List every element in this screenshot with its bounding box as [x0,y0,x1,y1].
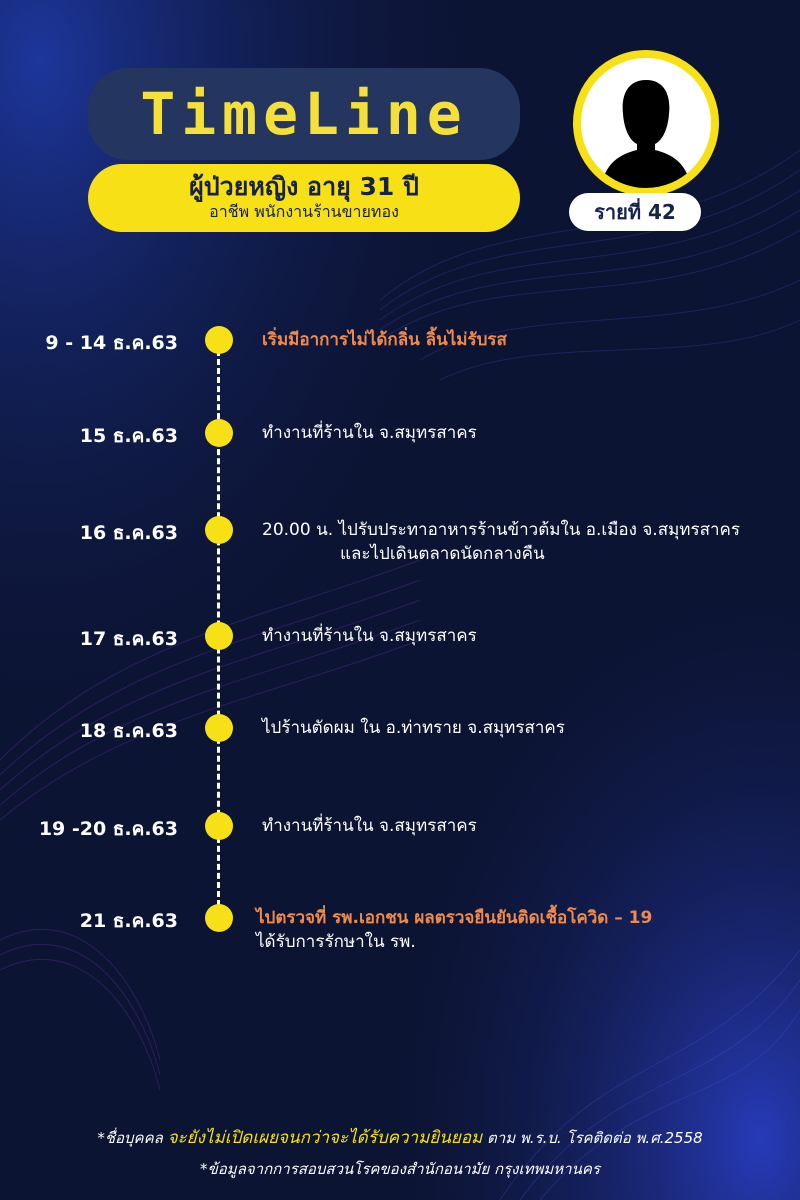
timeline-dot [205,419,233,447]
timeline-description-line1: ทำงานที่ร้านใน จ.สมุทรสาคร [262,816,477,836]
timeline-description [262,328,507,352]
timeline-dot [205,904,233,932]
timeline-description-line1: ไปตรวจที่ รพ.เอกชน ผลตรวจยืนยันติดเชื้อโควิด – 19 [256,908,653,928]
timeline-date: 9 - 14 ธ.ค.63 [45,332,178,354]
person-silhouette-icon [581,58,711,188]
case-number-badge: รายที่ 42 [569,193,701,231]
timeline-description [262,814,477,838]
timeline-dot [205,714,233,742]
timeline-date: 19 -20 ธ.ค.63 [38,818,178,840]
timeline-description-line2: ได้รับการรักษาใน รพ. [256,932,416,952]
patient-info-banner [88,164,520,232]
timeline-dot [205,622,233,650]
timeline-date: 15 ธ.ค.63 [79,425,178,447]
timeline-date: 21 ธ.ค.63 [79,910,178,932]
timeline-description-line1: ทำงานที่ร้านใน จ.สมุทรสาคร [262,423,477,443]
privacy-note-prefix: *ชื่อบุคคล [97,1129,168,1147]
timeline-description [256,906,652,954]
timeline-description [262,624,477,648]
source-note: *ข้อมูลจากการสอบสวนโรคของสำนักอนามัย กรุงเทพมหานคร [200,1160,600,1178]
timeline-date: 18 ธ.ค.63 [79,720,178,742]
privacy-note-highlight: จะยังไม่เปิดเผยจนกว่าจะได้รับความยินยอม [167,1128,483,1148]
timeline-dot [205,326,233,354]
timeline-description-line1: ไปร้านตัดผม ใน อ.ท่าทราย จ.สมุทรสาคร [262,718,565,738]
timeline-description [262,716,565,740]
title-banner [88,68,520,160]
timeline-description-line1: 20.00 น. ไปรับประทาอาหารร้านข้าวต้มใน อ.เมือง จ.สมุทรสาคร [262,520,741,540]
timeline-description [262,518,740,566]
timeline-dot [205,812,233,840]
timeline-date: 16 ธ.ค.63 [79,522,178,544]
timeline-date: 17 ธ.ค.63 [79,628,178,650]
avatar [573,50,719,196]
timeline-description-line1: เริ่มมีอาการไม่ได้กลิ่น ลิ้นไม่รับรส [262,330,507,350]
timeline-description-line1: ทำงานที่ร้านใน จ.สมุทรสาคร [262,626,477,646]
timeline-dot [205,516,233,544]
privacy-note [0,1124,800,1151]
timeline-description [262,421,477,445]
timeline-description-line2: และไปเดินตลาดนัดกลางคืน [340,544,545,564]
patient-occupation: อาชีพ พนักงานร้านขายทอง [209,202,399,221]
privacy-note-suffix: ตาม พ.ร.บ. โรคติดต่อ พ.ศ.2558 [482,1129,703,1147]
page-title: TimeLine [140,80,468,148]
patient-description: ผู้ป่วยหญิง อายุ 31 ปี [189,172,419,201]
